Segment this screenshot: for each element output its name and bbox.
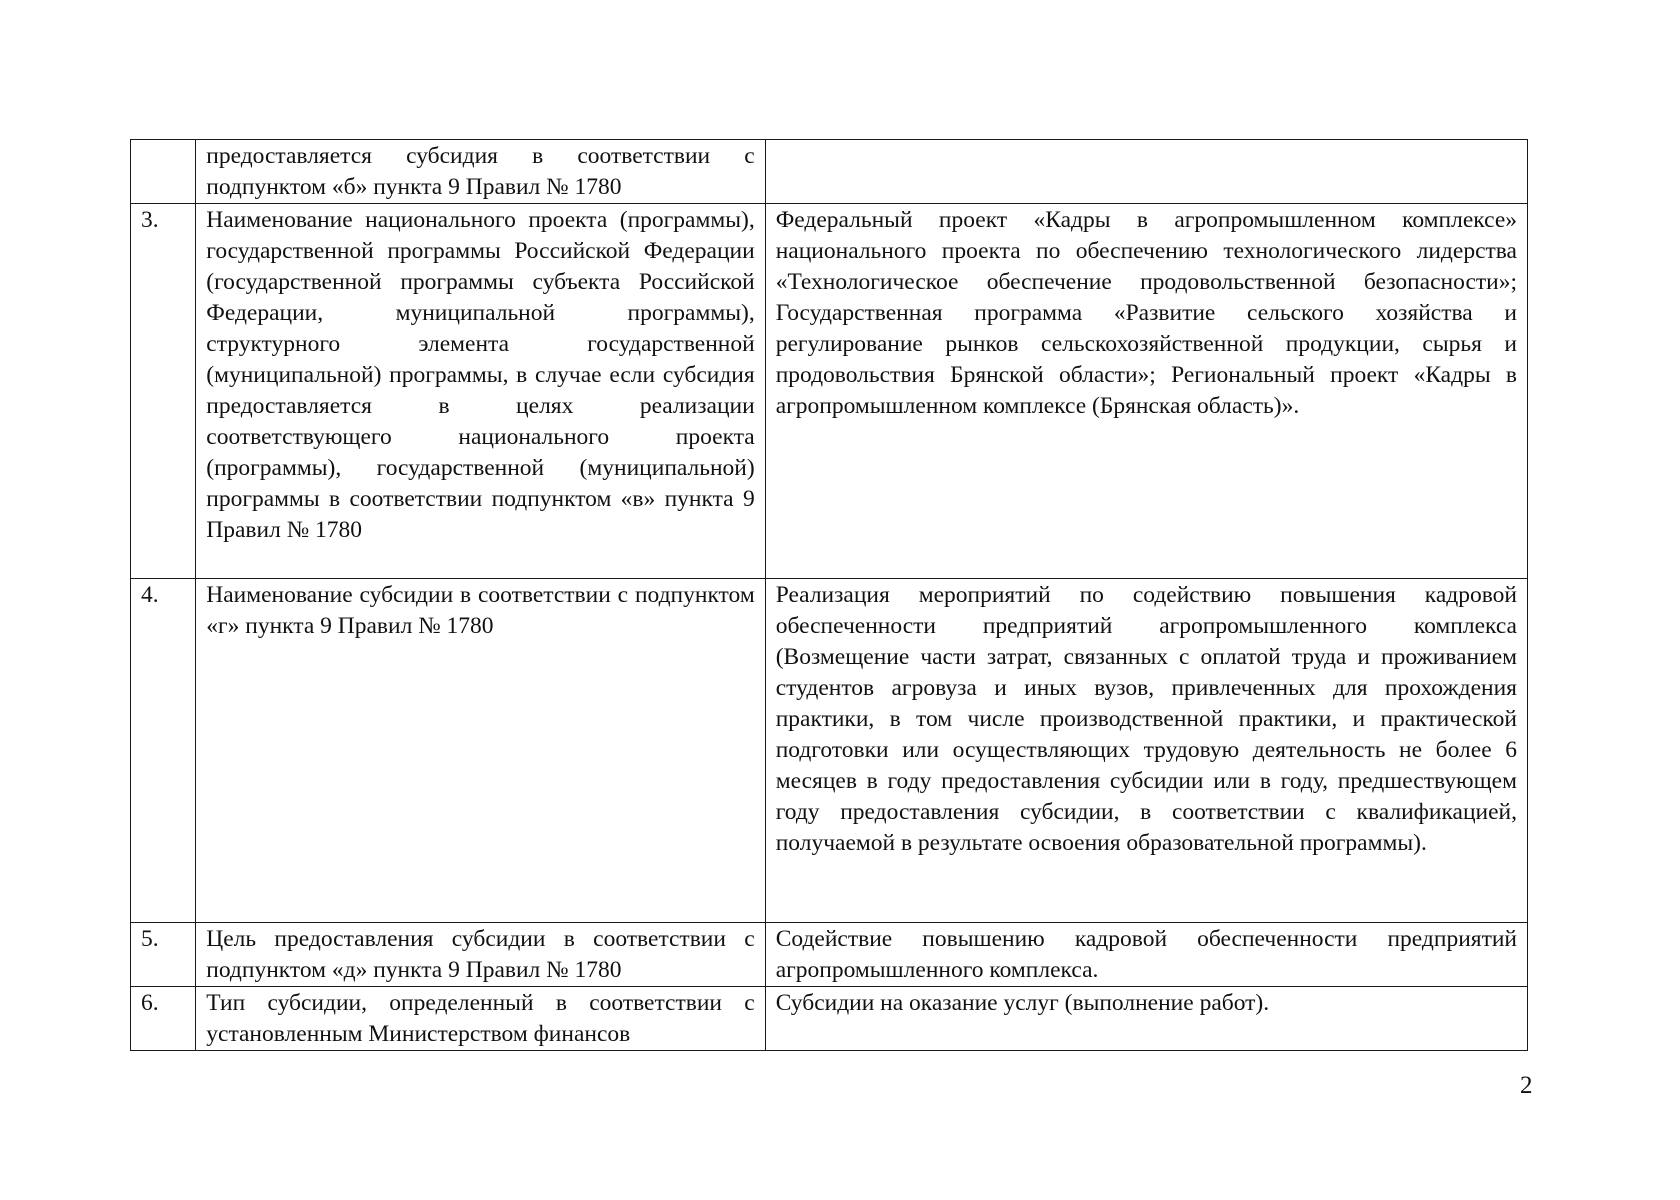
page-number: 2 bbox=[1520, 1072, 1533, 1099]
row-label: Цель предоставления субсидии в соответствии с подпунктом «д» пункта 9 Правил № 1780 bbox=[196, 923, 765, 987]
row-value: Субсидии на оказание услуг (выполнение работ). bbox=[765, 987, 1527, 1051]
table-row bbox=[131, 579, 1528, 923]
document-sheet bbox=[130, 139, 1528, 1051]
row-value: Федеральный проект «Кадры в агропромышленном комплексе» национального проекта по обеспечению технологического лидерства «Технологическое обеспечение продовольственной безопасности»; Государственная программа «Развитие сельского хозяйства и регулирование рынков сельскохозяйственной продукции, сырья и продовольствия Брянской области»; Региональный проект «Кадры в агропромышленном комплексе (Брянская область)». bbox=[765, 204, 1527, 579]
row-number bbox=[131, 140, 196, 204]
row-label: предоставляется субсидия в соответствии с подпунктом «б» пункта 9 Правил № 1780 bbox=[196, 140, 765, 204]
row-number: 3. bbox=[131, 204, 196, 579]
row-value: Содействие повышению кадровой обеспеченности предприятий агропромышленного комплекса. bbox=[765, 923, 1527, 987]
table-row bbox=[131, 987, 1528, 1051]
row-value bbox=[765, 140, 1527, 204]
row-value: Реализация мероприятий по содействию повышения кадровой обеспеченности предприятий агропромышленного комплекса (Возмещение части затрат, связанных с оплатой труда и проживанием студентов агровуза и иных вузов, привлеченных для прохождения практики, в том числе производственной практики, и практической подготовки или осуществляющих трудовую деятельность не более 6 месяцев в году предоставления субсидии или в году, предшествующем году предоставления субсидии, в соответствии с квалификацией, получаемой в результате освоения образовательной программы). bbox=[765, 579, 1527, 923]
row-number: 4. bbox=[131, 579, 196, 923]
row-label: Наименование субсидии в соответствии с подпунктом «г» пункта 9 Правил № 1780 bbox=[196, 579, 765, 923]
row-label: Тип субсидии, определенный в соответствии с установленным Министерством финансов bbox=[196, 987, 765, 1051]
table-row bbox=[131, 923, 1528, 987]
row-number: 5. bbox=[131, 923, 196, 987]
subsidy-table bbox=[130, 139, 1528, 1051]
row-label: Наименование национального проекта (программы), государственной программы Российской Федерации (государственной программы субъекта Российской Федерации, муниципальной программы), структурного элемента государственной (муниципальной) программы, в случае если субсидия предоставляется в целях реализации соответствующего национального проекта (программы), государственной (муниципальной) программы в соответствии подпунктом «в» пункта 9 Правил № 1780 bbox=[196, 204, 765, 579]
table-row bbox=[131, 140, 1528, 204]
row-number: 6. bbox=[131, 987, 196, 1051]
table-row bbox=[131, 204, 1528, 579]
